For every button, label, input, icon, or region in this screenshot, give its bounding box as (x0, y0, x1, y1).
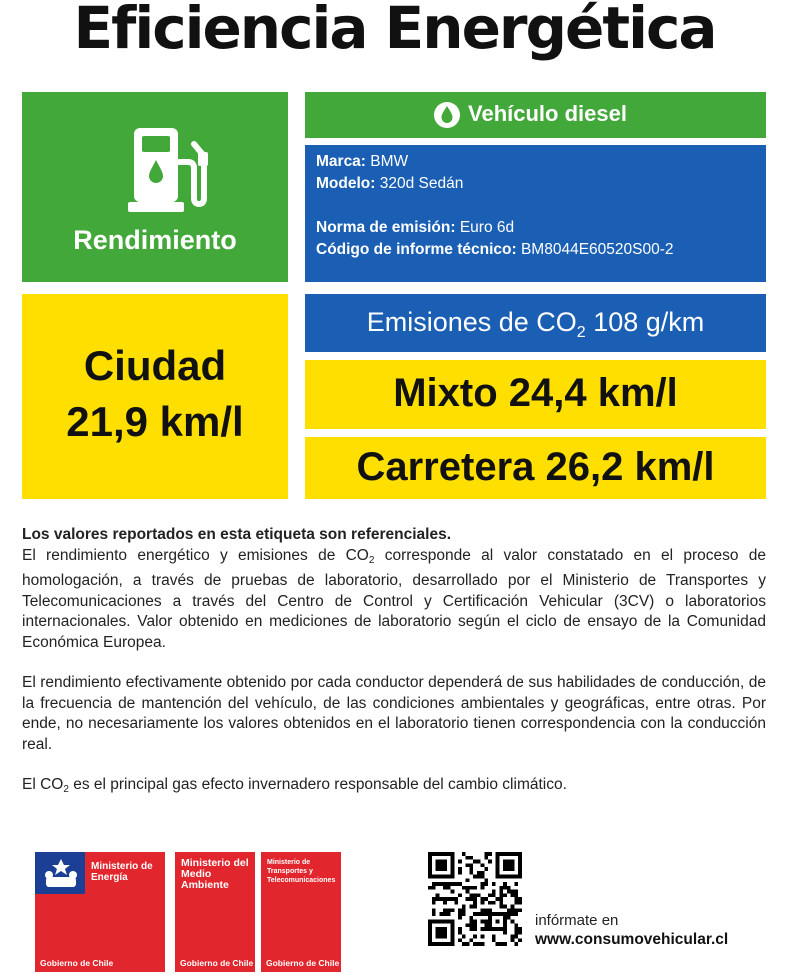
mixto-value: Mixto 24,4 km/l (393, 371, 678, 415)
fuel-pump-icon (120, 122, 220, 222)
p3-part-b: es el principal gas efecto invernadero responsable del cambio climático. (68, 776, 567, 793)
energia-line-1: Ministerio de (91, 861, 153, 872)
mtt-line-1: Ministerio de (267, 859, 311, 866)
p1-sub: 2 (368, 554, 375, 566)
ma-line-3: Ambiente (181, 879, 229, 891)
marca-row (316, 153, 408, 171)
p1-part-a: El rendimiento energético y emisiones de CO (22, 546, 369, 564)
carretera-panel (305, 437, 766, 499)
logo-ministerio-energia (35, 852, 165, 972)
logo-ministerio-medio-ambiente (175, 852, 255, 972)
disclaimer-text (22, 525, 766, 801)
fuel-type-label: Vehículo diesel (468, 101, 627, 126)
emisiones-prefix: Emisiones de CO (366, 307, 577, 337)
codigo-value: BM8044E60520S00-2 (520, 241, 674, 258)
modelo-label: Modelo: (316, 175, 376, 192)
qr-code-icon[interactable] (428, 852, 522, 946)
norma-row (316, 219, 514, 237)
marca-label: Marca: (316, 153, 366, 170)
disclaimer-heading: Los valores reportados en esta etiqueta son referenciales. (22, 526, 451, 543)
informate-label: infórmate en (535, 912, 619, 929)
coat-of-arms-icon (43, 857, 79, 891)
codigo-label: Código de informe técnico: (316, 241, 517, 258)
p3-part-a: El CO (22, 776, 64, 793)
gobierno-label-2: Gobierno de Chile (180, 958, 254, 968)
disclaimer-paragraph-2: El rendimiento efectivamente obtenido por cada conductor dependerá de sus habilidades de conducción, de la frecuencia de mantención del vehículo, de las condiciones ambientales y geográficas, entre otras. Por ende, no necesariamente los valores obtenidos en el laboratorio tienen correspondencia con la conducción real. (22, 674, 766, 753)
codigo-row (316, 241, 674, 259)
emisiones-text (305, 307, 766, 342)
energia-line-2: Energía (91, 872, 128, 883)
gobierno-label-3: Gobierno de Chile (266, 958, 340, 968)
ciudad-label: Ciudad (83, 342, 227, 389)
mixto-panel (305, 360, 766, 429)
modelo-value: 320d Sedán (379, 175, 464, 192)
mtt-line-3: Telecomunicaciones (267, 877, 336, 884)
chile-flag-block (35, 852, 85, 894)
fuel-drop-icon (433, 101, 461, 129)
ma-name (181, 858, 249, 891)
disclaimer-paragraph-3 (22, 775, 766, 801)
ma-line-2: Medio (181, 868, 212, 880)
energia-name (91, 861, 153, 883)
ciudad-value: 21,9 km/l (66, 398, 244, 445)
page-title: Eficiencia Energética (73, 0, 716, 62)
modelo-row (316, 175, 463, 193)
ma-line-1: Ministerio del (181, 857, 249, 869)
ciudad-panel (22, 294, 288, 499)
emisiones-bar (305, 294, 766, 352)
website-link[interactable]: www.consumovehicular.cl (535, 931, 729, 948)
emisiones-value: 108 g/km (593, 307, 705, 337)
rendimiento-label: Rendimiento (73, 225, 237, 255)
carretera-value: Carretera 26,2 km/l (356, 445, 715, 489)
p1-part-b: corresponde al valor constatado en el proceso de homologación, a través de pruebas de laboratorio, desarrollado por el Ministerio de Transportes y Telecomunicaciones a través del Centro de Control y Certificación Vehicular (3CV) o laboratorios internacionales. Valor obtenido en mediciones de laboratorio según el ciclo de ensayo de la Comunidad Económica Europea. (22, 546, 766, 651)
mtt-name (267, 858, 335, 885)
gobierno-label-1: Gobierno de Chile (40, 958, 114, 968)
norma-label: Norma de emisión: (316, 219, 456, 236)
mtt-line-2: Transportes y (267, 868, 313, 875)
vehicle-info-panel (305, 145, 766, 282)
fuel-type-bar (305, 92, 766, 138)
norma-value: Euro 6d (459, 219, 515, 236)
emisiones-sub: 2 (576, 324, 586, 341)
rendimiento-panel (22, 92, 288, 282)
marca-value: BMW (370, 153, 409, 170)
disclaimer-paragraph-1 (22, 546, 766, 654)
p3-sub: 2 (63, 784, 69, 795)
logo-ministerio-transportes (261, 852, 341, 972)
